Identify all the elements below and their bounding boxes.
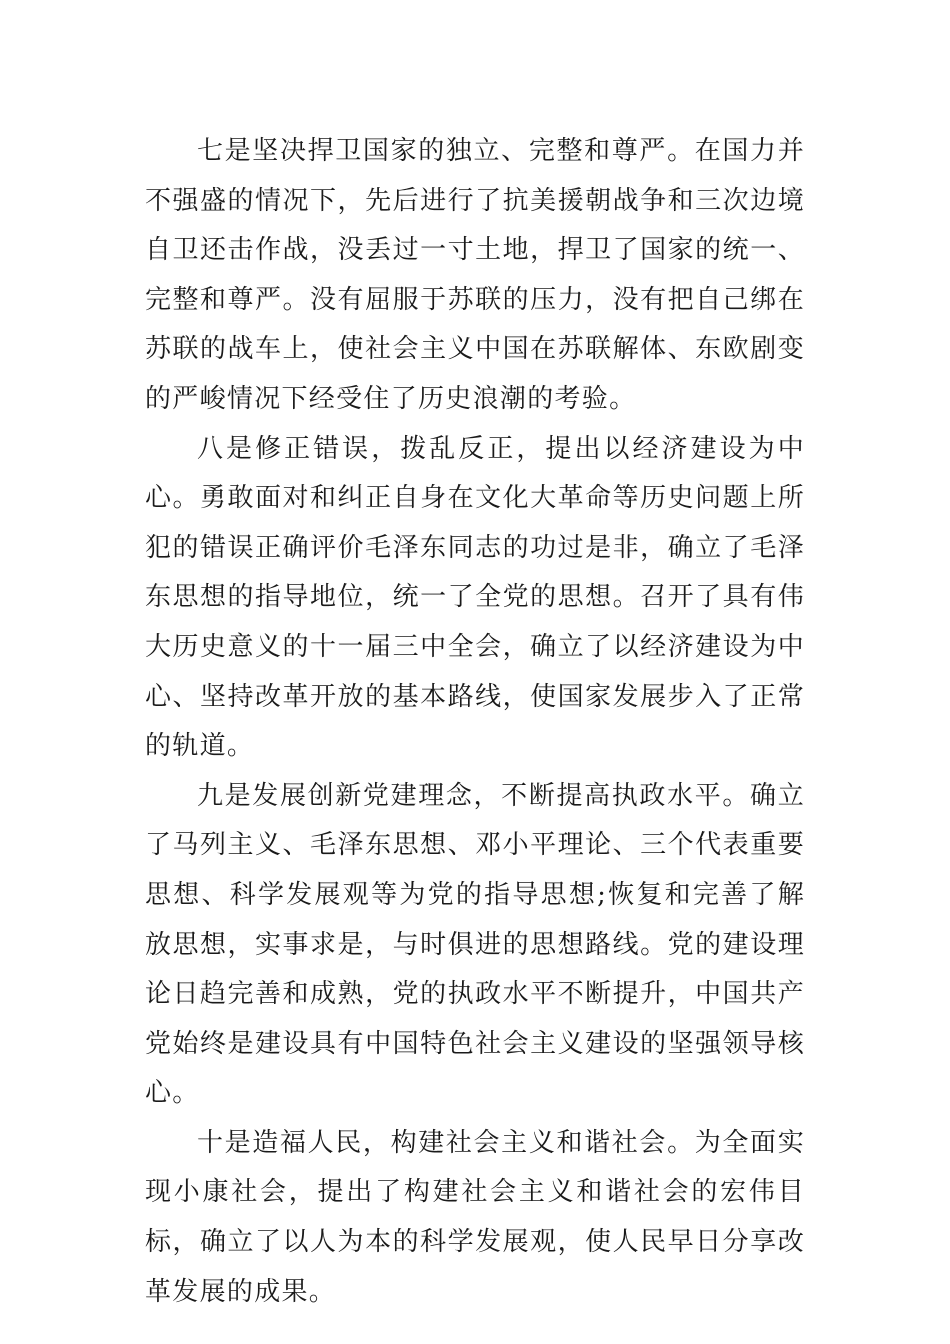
paragraph-nine: 九是发展创新党建理念，不断提高执政水平。确立了马列主义、毛泽东思想、邓小平理论、三个代表重要思想、科学发展观等为党的指导思想;恢复和完善了解放思想，实事求是，与时俱进的思想路线。党的建设理论日趋完善和成熟，党的执政水平不断提升，中国共产党始终是建设具有中国特色社会主义建设的坚强领导核心。	[145, 780, 805, 1109]
paragraph-ten: 十是造福人民，构建社会主义和谐社会。为全面实现小康社会，提出了构建社会主义和谐社会的宏伟目标，确立了以人为本的科学发展观，使人民早日分享改革发展的成果。	[145, 1127, 805, 1307]
document-body	[145, 127, 805, 1317]
paragraph-seven: 七是坚决捍卫国家的独立、完整和尊严。在国力并不强盛的情况下，先后进行了抗美援朝战争和三次边境自卫还击作战，没丢过一寸土地，捍卫了国家的统一、完整和尊严。没有屈服于苏联的压力，没有把自己绑在苏联的战车上，使社会主义中国在苏联解体、东欧剧变的严峻情况下经受住了历史浪潮的考验。	[145, 136, 805, 414]
paragraph-eight: 八是修正错误，拨乱反正，提出以经济建设为中心。勇敢面对和纠正自身在文化大革命等历史问题上所犯的错误正确评价毛泽东同志的功过是非，确立了毛泽东思想的指导地位，统一了全党的思想。召开了具有伟大历史意义的十一届三中全会，确立了以经济建设为中心、坚持改革开放的基本路线，使国家发展步入了正常的轨道。	[145, 433, 805, 762]
